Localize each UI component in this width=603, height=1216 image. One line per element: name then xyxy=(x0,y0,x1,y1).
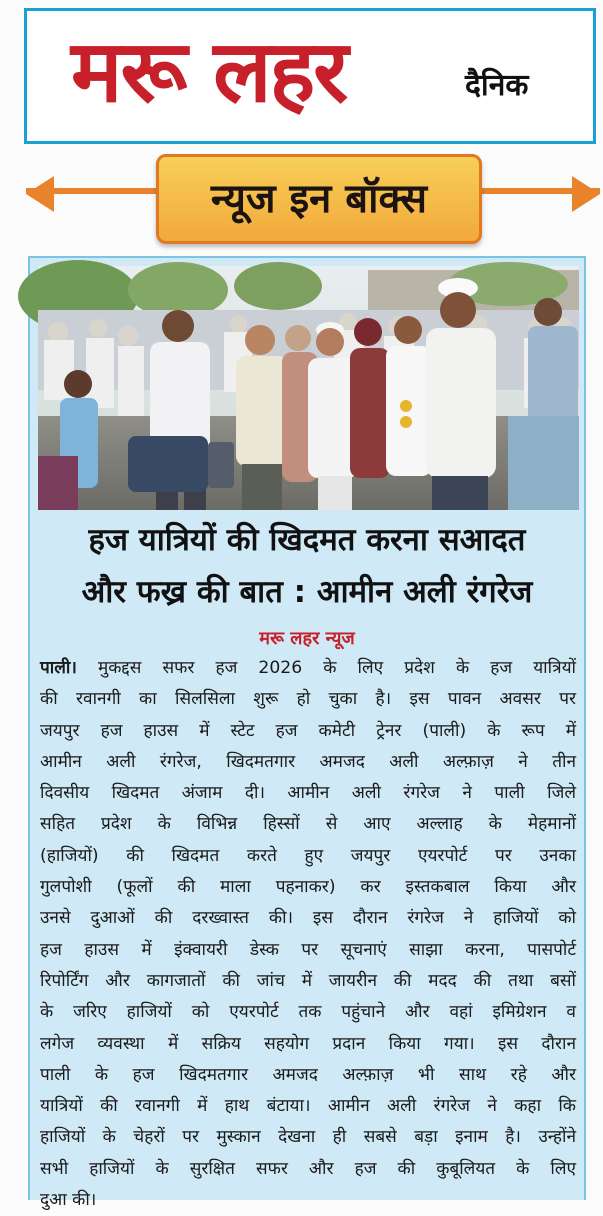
body-line: लगेज व्यवस्था में सक्रिय सहयोग प्रदान किया गया। इस दौरान xyxy=(40,1033,576,1054)
body-line: रिपोर्टिंग और कागजातों की जांच में जायरीन की मदद की तथा बसों xyxy=(40,970,576,991)
body-line: हाजियों के चेहरों पर मुस्कान देखना ही सबसे बड़ा इनाम है। उन्होंने xyxy=(40,1127,576,1148)
article-box xyxy=(28,256,586,1211)
news-photo-illustration xyxy=(38,266,579,510)
body-line: पाली के हज खिदमतगार अमजद अल्फ़ाज़ भी साथ रहे और xyxy=(40,1064,576,1085)
article-body xyxy=(40,653,576,1216)
body-line-text: मुकद्दस सफर हज 2026 के लिए प्रदेश के हज यात्रियों xyxy=(76,658,576,678)
section-banner xyxy=(26,154,600,250)
body-line: की रवानगी का सिलसिला शुरू हो चुका है। इस पावन अवसर पर xyxy=(40,689,576,710)
body-line: उनसे दुआओं की दरख्वास्त की। इस दौरान रंगरेज ने हाजियों को xyxy=(40,908,576,929)
byline: मरू लहर न्यूज xyxy=(259,628,355,649)
masthead-edition: दैनिक xyxy=(465,68,529,103)
headline-line-1: हज यात्रियों की खिदमत करना सआदत xyxy=(88,522,526,558)
news-photo xyxy=(38,266,579,510)
body-line: गुलपोशी (फूलों की माला पहनाकर) कर इस्तकबाल किया और xyxy=(40,877,576,898)
body-line: यात्रियों की रवानगी में हाथ बंटाया। आमीन अली रंगरेज ने कहा कि xyxy=(40,1096,576,1117)
body-line: दुआ की। xyxy=(40,1190,97,1211)
banner-arrow-right-icon xyxy=(572,176,600,212)
masthead xyxy=(24,8,596,144)
banner-box xyxy=(156,154,482,244)
body-line: सभी हाजियों के सुरक्षित सफर और हज की कुबूलियत के लिए xyxy=(40,1158,576,1179)
body-line xyxy=(40,653,576,684)
section-label: न्यूज इन बॉक्स xyxy=(210,176,428,222)
body-line: आमीन अली रंगरेज, खिदमतगार अमजद अली अल्फ़ाज़ ने तीन xyxy=(40,751,576,772)
headline xyxy=(30,514,584,618)
body-line: दिवसीय खिदमत अंजाम दी। आमीन अली रंगरेज ने पाली जिले xyxy=(40,783,576,804)
body-line: सहित प्रदेश के विभिन्न हिस्सों से आए अल्लाह के मेहमानों xyxy=(40,814,576,835)
masthead-title: मरू लहर xyxy=(71,22,347,122)
dateline: पाली। xyxy=(40,658,77,678)
body-line: (हाजियों) की खिदमत करते हुए जयपुर एयरपोर्ट पर उनका xyxy=(40,845,576,866)
headline-line-2: और फख्र की बात : आमीन अली रंगरेज xyxy=(81,574,533,610)
banner-arrow-left-icon xyxy=(26,176,54,212)
body-line: हज हाउस में इंक्वायरी डेस्क पर सूचनाएं साझा करना, पासपोर्ट xyxy=(40,939,576,960)
body-line: के जरिए हाजियों को एयरपोर्ट तक पहुंचाने और वहां इमिग्रेशन व xyxy=(40,1002,576,1023)
body-line: जयपुर हज हाउस में स्टेट हज कमेटी ट्रेनर (पाली) के रूप में xyxy=(40,720,576,741)
